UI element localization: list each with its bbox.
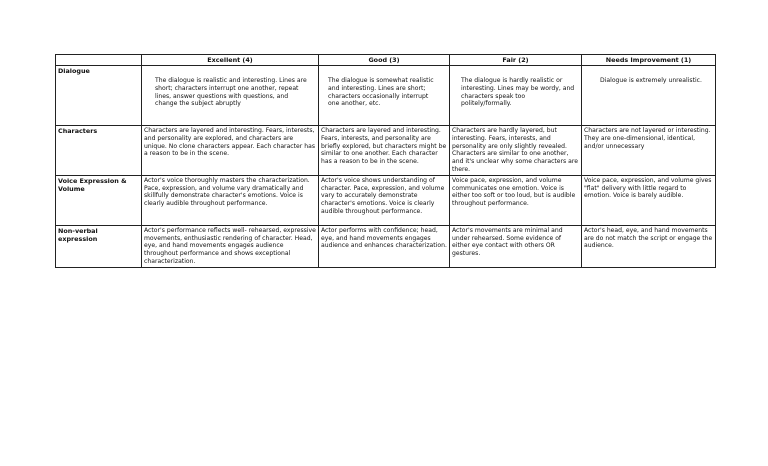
cell-voice-good: Actor's voice shows understanding of character. Pace, expression, and volume vary to accurately demonstrate character's emotions. Voice is clearly audible throughout performance.: [319, 175, 450, 225]
cell-dialogue-excellent: The dialogue is realistic and interesting. Lines are short; characters interrupt one another, repeat lines, answer questions with questions, and change the subject abruptly: [142, 66, 319, 126]
row-label-dialogue: Dialogue: [56, 66, 142, 126]
row-label-nonverbal: Non-verbal expression: [56, 225, 142, 267]
table-row: [56, 126, 716, 176]
header-fair: Fair (2): [450, 55, 582, 66]
cell-voice-needs-improvement: Voice pace, expression, and volume gives "flat" delivery with little regard to emotion. Voice is barely audible.: [582, 175, 716, 225]
cell-dialogue-needs-improvement: Dialogue is extremely unrealistic.: [582, 66, 716, 126]
cell-characters-fair: Characters are hardly layered, but interesting. Fears, interests, and personality are only slightly revealed. Characters are similar to one another, and it's unclear why some characters are there.: [450, 126, 582, 176]
cell-nonverbal-excellent: Actor's performance reflects well- rehearsed, expressive movements, enthusiastic rendering of character. Head, eye, and hand movements engages audience throughout performance and shows exceptional characterization.: [142, 225, 319, 267]
row-label-characters: Characters: [56, 126, 142, 176]
table-row: [56, 175, 716, 225]
header-needs-improvement: Needs Improvement (1): [582, 55, 716, 66]
row-label-voice: Voice Expression & Volume: [56, 175, 142, 225]
cell-characters-needs-improvement: Characters are not layered or interesting. They are one-dimensional, identical, and/or unnecessary: [582, 126, 716, 176]
cell-nonverbal-needs-improvement: Actor's head, eye, and hand movements are do not match the script or engage the audience.: [582, 225, 716, 267]
table-row: [56, 225, 716, 267]
cell-dialogue-good: The dialogue is somewhat realistic and interesting. Lines are short; characters occasionally interrupt one another, etc.: [319, 66, 450, 126]
cell-characters-excellent: Characters are layered and interesting. Fears, interests, and personality are explored, and characters are unique. No clone characters appear. Each character has a reason to be in the scene.: [142, 126, 319, 176]
cell-dialogue-fair: The dialogue is hardly realistic or interesting. Lines may be wordy, and characters speak too politely/formally.: [450, 66, 582, 126]
header-good: Good (3): [319, 55, 450, 66]
cell-characters-good: Characters are layered and interesting. Fears, interests, and personality are briefly explored, but characters might be similar to one another. Each character has a reason to be in the scene.: [319, 126, 450, 176]
header-blank: [56, 55, 142, 66]
cell-voice-excellent: Actor's voice thoroughly masters the characterization. Pace, expression, and volume vary dramatically and skillfully demonstrate character's emotions. Voice is clearly audible throughout performance.: [142, 175, 319, 225]
rubric-table: [55, 54, 716, 268]
cell-voice-fair: Voice pace, expression, and volume communicates one emotion. Voice is either too soft or too loud, but is audible throughout performance.: [450, 175, 582, 225]
table-row: [56, 66, 716, 126]
header-excellent: Excellent (4): [142, 55, 319, 66]
header-row: [56, 55, 716, 66]
cell-nonverbal-fair: Actor's movements are minimal and under rehearsed. Some evidence of either eye contact with others OR gestures.: [450, 225, 582, 267]
cell-nonverbal-good: Actor performs with confidence; head, eye, and hand movements engages audience and enhances characterization.: [319, 225, 450, 267]
